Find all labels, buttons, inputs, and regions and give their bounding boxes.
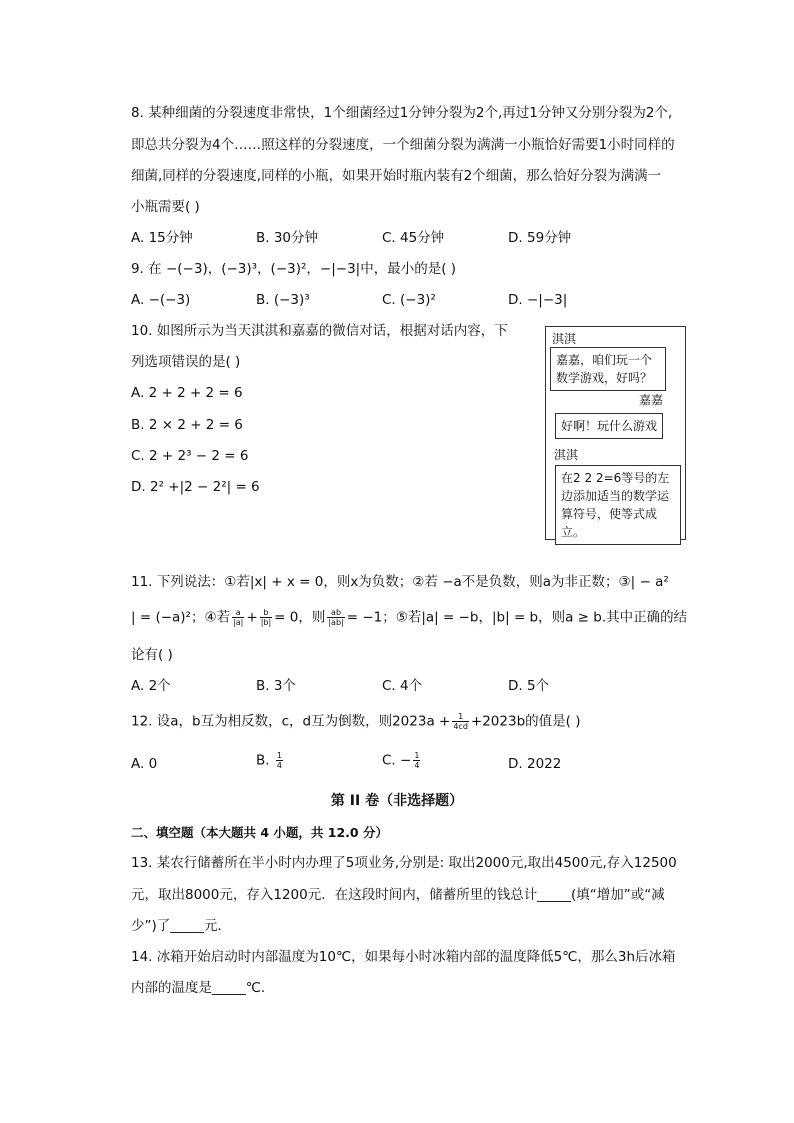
q10-line-1: 10. 如图所示为当天淇淇和嘉嘉的微信对话，根据对话内容，下 xyxy=(131,323,508,339)
q12-option-b-fraction xyxy=(276,751,283,770)
q12-option-d: D. 2022 xyxy=(508,756,562,772)
q12-option-a: A. 0 xyxy=(131,756,158,772)
chat-bubble-2: 好啊！玩什么游戏 xyxy=(555,413,663,439)
chat-name-qiqi-1: 淇淇 xyxy=(552,332,577,346)
q14-line-2: 内部的温度是_____℃. xyxy=(131,980,266,996)
q11-fraction-b-over-abs-b xyxy=(260,608,272,627)
fraction-numerator: 1 xyxy=(452,712,469,722)
q13-line-2: 元，取出8000元，存入1200元．在这段时间内，储蓄所里的钱总计_____(填“增加”或“减 xyxy=(131,887,665,903)
part-2-title: 第 II 卷（非选择题） xyxy=(330,793,464,809)
q11-line-2-part-c: = −1；⑤若|a| = −b，|b| = b，则a ≥ b.其中正确的结 xyxy=(346,609,688,626)
fraction-numerator: 1 xyxy=(276,751,282,760)
q13-line-1: 13. 某农行储蓄所在半小时内办理了5项业务,分别是: 取出2000元,取出4500元,存入12500 xyxy=(131,855,677,871)
chat-name-jiajia: 嘉嘉 xyxy=(638,393,663,407)
q11-line-2: | = (−a)²；④若 $\frac{a}{|a|}$ + $\frac{b}{|b|}$ = 0，则 $\frac{ab}{|ab|}$ = −1；⑤若|a| = −b，|b| = b，则a ≥ b.其中正确的结 xyxy=(131,608,688,627)
q11-fraction-ab-over-abs-ab xyxy=(327,608,344,627)
q9-option-c: C. (−3)² xyxy=(382,292,436,308)
q8-option-b: B. 30分钟 xyxy=(256,230,319,246)
q9-option-b: B. (−3)³ xyxy=(256,292,310,308)
q9-option-a: A. −(−3) xyxy=(131,292,191,308)
q12-stem xyxy=(131,712,580,731)
q9-stem: 9. 在 −(−3)，(−3)³，(−3)²，−|−3|中，最小的是( ) xyxy=(131,261,457,277)
q11-fraction-a-over-abs-a xyxy=(232,608,244,627)
q11-line-3: 论有( ) xyxy=(131,647,173,663)
q12-option-c-label: C. − xyxy=(382,752,412,769)
q11-option-d: D. 5个 xyxy=(508,678,550,694)
q11-option-c: C. 4个 xyxy=(382,678,423,694)
fraction-denominator: |b| xyxy=(260,618,272,627)
fraction-denominator: 4 xyxy=(414,761,420,770)
chat-bubble-3: 在2 2 2=6等号的左边添加适当的数学运算符号，使等式成立。 xyxy=(555,465,681,545)
fraction-denominator: 4cd xyxy=(453,722,468,731)
fraction-numerator: a xyxy=(232,608,244,618)
chat-name-qiqi-2: 淇淇 xyxy=(554,448,579,462)
q11-line-2-part-a: | = (−a)²；④若 xyxy=(131,609,231,626)
q12-option-c xyxy=(382,751,422,770)
fraction-numerator: ab xyxy=(327,608,344,618)
q11-option-b: B. 3个 xyxy=(256,678,296,694)
q11-option-a: A. 2个 xyxy=(131,678,171,694)
fraction-denominator: |a| xyxy=(233,618,244,627)
q11-line-1: 11. 下列说法：①若|x| + x = 0，则x为负数；②若 −a不是负数，则a为非正数；③| − a² xyxy=(131,574,669,590)
q10-line-2: 列选项错误的是( ) xyxy=(131,354,241,370)
q11-line-2-part-b: = 0，则 xyxy=(274,609,326,626)
section-2-heading: 二、填空题（本大题共 4 小题，共 12.0 分） xyxy=(131,825,388,840)
wechat-dialog-figure xyxy=(545,326,686,540)
q10-option-b: B. 2 × 2 + 2 = 6 xyxy=(131,417,243,433)
q12-stem-part-b: +2023b的值是( ) xyxy=(470,713,581,730)
q12-option-b xyxy=(256,751,285,770)
fraction-numerator: 1 xyxy=(414,751,420,760)
q8-option-a: A. 15分钟 xyxy=(131,230,193,246)
q12-option-b-label: B. xyxy=(256,752,270,769)
q8-line-3: 细菌,同样的分裂速度,同样的小瓶，如果开始时瓶内装有2个细菌，那么恰好分裂为满满一 xyxy=(131,168,662,184)
q10-option-d: D. 2² +|2 − 2²| = 6 xyxy=(131,479,260,495)
q10-option-c: C. 2 + 2³ − 2 = 6 xyxy=(131,448,249,464)
fraction-numerator: b xyxy=(260,608,272,618)
fraction-denominator: 4 xyxy=(276,761,282,770)
q8-line-1: 8. 某种细菌的分裂速度非常快，1个细菌经过1分钟分裂为2个,再过1分钟又分别分裂为2个, xyxy=(131,105,673,121)
q9-option-d: D. −|−3| xyxy=(508,292,568,308)
chat-bubble-1: 嘉嘉，咱们玩一个数学游戏，好吗？ xyxy=(550,347,666,391)
q12-fraction-1-over-4cd xyxy=(452,712,469,731)
q8-line-2: 即总共分裂为4个……照这样的分裂速度，一个细菌分裂为满满一小瓶恰好需要1小时同样的 xyxy=(131,137,675,153)
q12-stem-part-a: 12. 设a，b互为相反数，c，d互为倒数，则2023a + xyxy=(131,713,451,730)
q8-option-c: C. 45分钟 xyxy=(382,230,445,246)
q13-line-3: 少”)了_____元． xyxy=(131,918,232,934)
q8-option-d: D. 59分钟 xyxy=(508,230,572,246)
q14-line-1: 14. 冰箱开始启动时内部温度为10℃，如果每小时冰箱内部的温度降低5℃，那么3h后冰箱 xyxy=(131,949,676,965)
q12-option-c-fraction xyxy=(413,751,420,770)
q10-option-a: A. 2 + 2 + 2 = 6 xyxy=(131,385,243,401)
q8-line-4: 小瓶需要( ) xyxy=(131,199,200,215)
fraction-denominator: |ab| xyxy=(328,618,344,627)
